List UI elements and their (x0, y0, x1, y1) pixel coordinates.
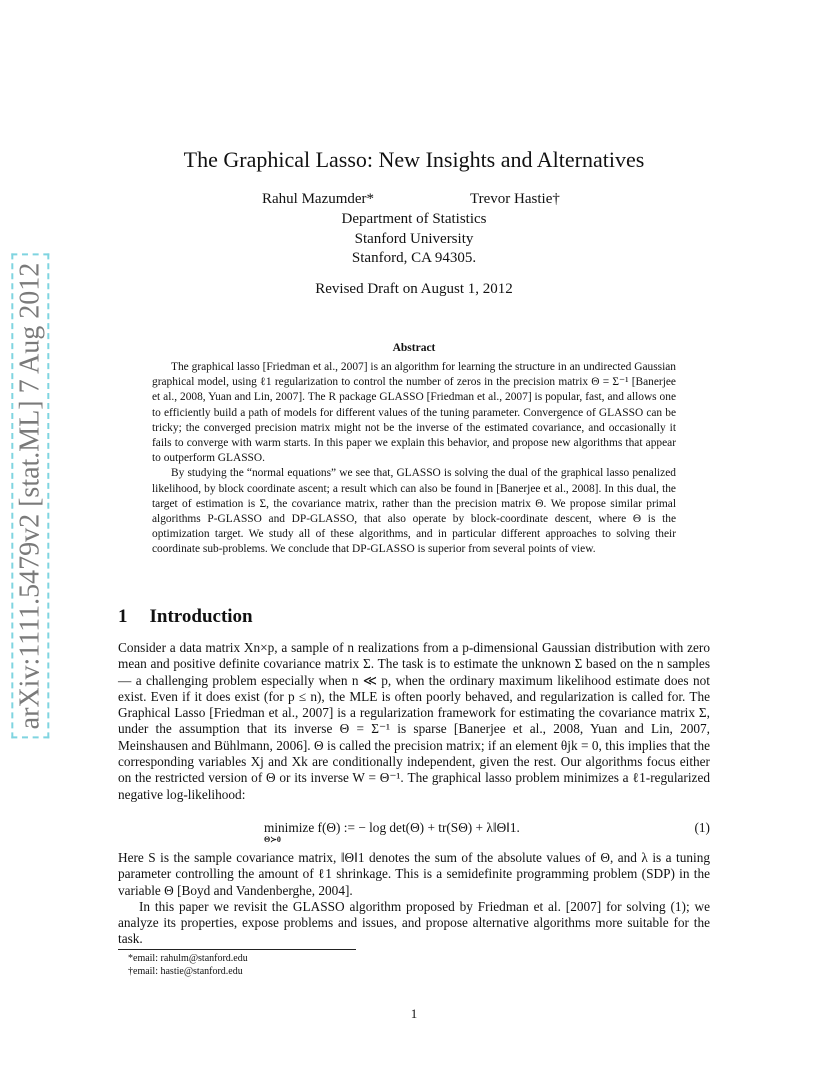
intro-continued (118, 850, 710, 948)
authors (262, 191, 592, 208)
arxiv-id-stamp[interactable]: arXiv:1111.5479v2 [stat.ML] 7 Aug 2012 (11, 254, 49, 739)
arxiv-sidebar[interactable] (10, 258, 50, 734)
equation-subscript: Θ≻0 (264, 835, 281, 844)
abstract-paragraph: The graphical lasso [Friedman et al., 2007] is an algorithm for learning the structure in an undirected Gaussian graphical model, using ℓ1 regularization to control the number of zeros in the precision matrix Θ = Σ⁻¹ [Banerjee et al., 2008, Yuan and Lin, 2007]. The R package GLASSO [Friedman et al., 2007] is popular, fast, and allows one to efficiently build a path of models for different values of the tuning parameter. Convergence of GLASSO can be tricky; the converged precision matrix might not be the inverse of the estimated covariance, and occasionally it fails to converge with warm starts. In this paper we explain this behavior, and propose new algorithms that appear to outperform GLASSO. (152, 361, 676, 465)
equation-text: minimize f(Θ) := − log det(Θ) + tr(SΘ) + λ‖Θ‖1. (264, 820, 520, 835)
author-1: Rahul Mazumder* (262, 191, 375, 207)
paper-title: The Graphical Lasso: New Insights and Alternatives (183, 147, 645, 172)
draft-date: Revised Draft on August 1, 2012 (315, 281, 513, 297)
footnote-2: †email: hastie@stanford.edu (128, 966, 243, 977)
footnote-1: *email: rahulm@stanford.edu (128, 953, 248, 964)
affiliation (0, 210, 828, 269)
abstract-paragraph: By studying the “normal equations” we see that, GLASSO is solving the dual of the graphical lasso penalized likelihood, by block coordinate ascent; a result which can also be found in [Banerjee et al., 2008]. In this dual, the target of estimation is Σ, the covariance matrix, rather than the precision matrix Θ. We propose similar primal algorithms P-GLASSO and DP-GLASSO, that also operate by block-coordinate descent, where Θ is the optimization target. We study all of these algorithms, and in particular different approaches to solving their coordinate sub-problems. We conclude that DP-GLASSO is superior from several points of view. (152, 467, 676, 556)
abstract-heading: Abstract (392, 342, 436, 354)
equation-1 (118, 818, 710, 848)
affiliation-line: Stanford University (354, 230, 474, 247)
intro-paragraph: Consider a data matrix Xn×p, a sample of n realizations from a p-dimensional Gaussian distribution with zero mean and positive definite covariance matrix Σ. The task is to estimate the unknown Σ based on the n samples — a challenging problem especially when n ≪ p, when the ordinary maximum likelihood estimate does not exist. Even if it does exist (for p ≤ n), the MLE is often poorly behaved, and regularization is called for. The Graphical Lasso [Friedman et al., 2007] is a regularization framework for estimating the covariance matrix Σ, under the assumption that its inverse Θ = Σ⁻¹ is sparse [Banerjee et al., 2008, Yuan and Lin, 2007, Meinshausen and Bühlmann, 2006]. Θ is called the precision matrix; if an element θjk = 0, this implies that the corresponding variables Xj and Xk are conditionally independent, given the rest. Our algorithms focus either on the restricted version of Θ or its inverse W = Θ⁻¹. The graphical lasso problem minimizes a ℓ1-regularized negative log-likelihood: (118, 640, 710, 802)
equation-number: (1) (694, 820, 710, 835)
intro-paragraph: Here S is the sample covariance matrix, ‖Θ‖1 denotes the sum of the absolute values of Θ, and λ is a tuning parameter controlling the amount of ℓ1 shrinkage. This is a semidefinite programming problem (SDP) in the variable Θ [Boyd and Vandenberghe, 2004]. (118, 850, 710, 898)
abstract-body (152, 360, 676, 558)
intro-paragraph: In this paper we revisit the GLASSO algorithm proposed by Friedman et al. [2007] for solving (1); we analyze its properties, expose problems and issues, and propose alternative algorithms more suitable for the task. (118, 898, 710, 947)
section-heading (118, 606, 253, 628)
author-2: Trevor Hastie† (470, 191, 560, 207)
section-title: Introduction (149, 606, 253, 627)
section-number: 1 (118, 606, 128, 627)
page-number: 1 (410, 1006, 418, 1021)
affiliation-line: Stanford, CA 94305. (351, 250, 477, 266)
footnote-rule (118, 949, 356, 950)
intro-body (118, 640, 710, 803)
equation-expression (264, 820, 520, 844)
affiliation-line: Department of Statistics (341, 211, 487, 227)
